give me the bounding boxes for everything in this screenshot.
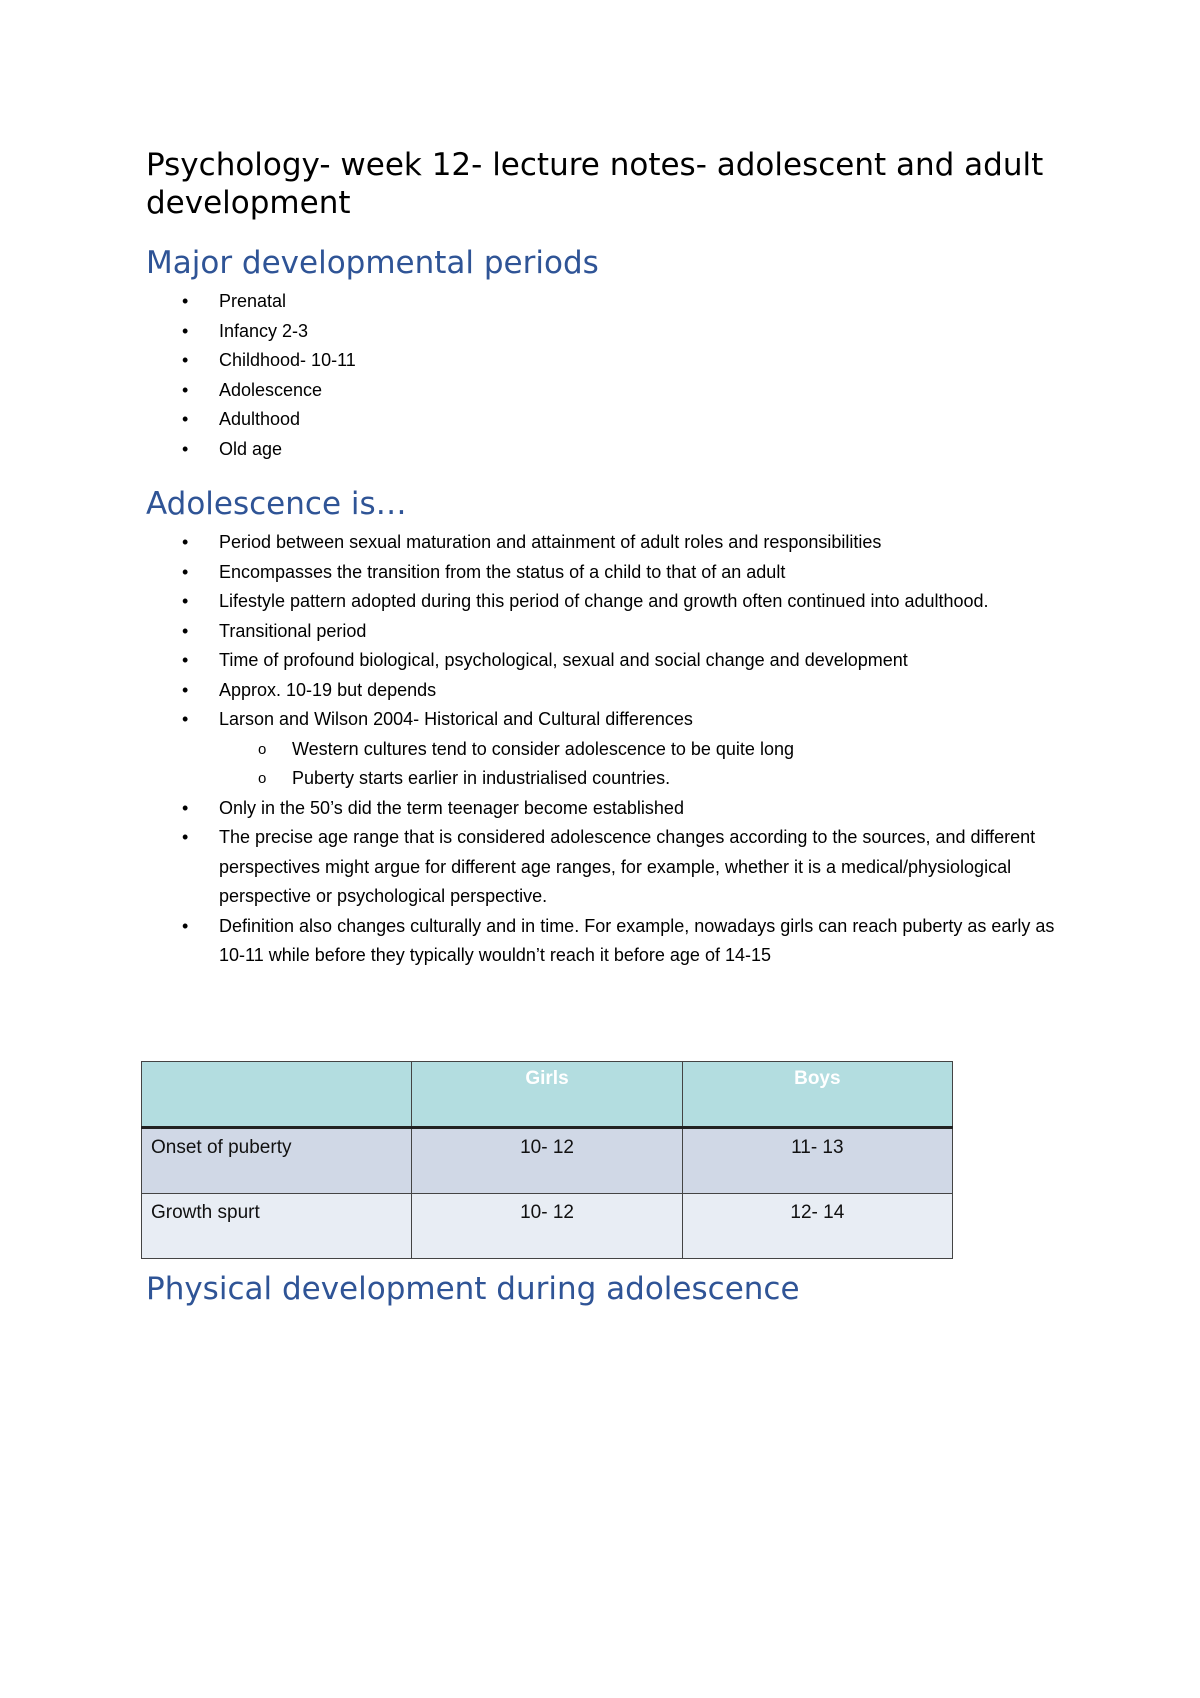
- bullet-icon: •: [182, 409, 189, 429]
- bullet-icon: •: [182, 438, 189, 459]
- bullet-icon: •: [182, 709, 189, 729]
- bullet-icon: •: [182, 650, 189, 670]
- bullet-icon: •: [182, 379, 189, 400]
- bullet-icon: •: [182, 350, 189, 370]
- table-header-cell: Boys: [682, 1062, 952, 1128]
- table-header-row: [142, 1062, 953, 1128]
- table-cell: 12- 14: [682, 1194, 952, 1259]
- list-item: • Transitional period: [0, 617, 1079, 647]
- list-item: • Prenatal: [0, 287, 1079, 317]
- sub-list-item: o Western cultures tend to consider adolescence to be quite long: [0, 735, 1079, 765]
- heading-adolescence-is: Adolescence is…: [146, 486, 407, 522]
- list-item: • Only in the 50’s did the term teenager become established: [0, 794, 1079, 824]
- bullet-icon: •: [182, 797, 189, 818]
- table-header-cell: [142, 1062, 412, 1128]
- bullet-icon: •: [182, 827, 189, 847]
- table-cell: 10- 12: [412, 1194, 682, 1259]
- bullet-icon: •: [182, 291, 189, 311]
- table-cell: 10- 12: [412, 1128, 682, 1194]
- sub-bullet-icon: o: [258, 770, 267, 787]
- list-item: • Larson and Wilson 2004- Historical and Cultural differences: [0, 705, 1079, 735]
- heading-physical-development: Physical development during adolescence: [146, 1271, 800, 1307]
- list-item: • Definition also changes culturally and in time. For example, nowadays girls can reach puberty as early as 10-11 while before they typically wouldn’t reach it before age of 14-15: [0, 912, 1079, 971]
- list-item: • Encompasses the transition from the status of a child to that of an adult: [0, 558, 1079, 588]
- table-cell: Growth spurt: [142, 1194, 412, 1259]
- list-item: • The precise age range that is considered adolescence changes according to the sources, and different perspectives might argue for different age ranges, for example, whether it is a medical/physiological perspective or psychological perspective.: [0, 823, 1079, 912]
- sub-bullet-icon: o: [258, 740, 267, 758]
- sub-list-item: o Puberty starts earlier in industrialised countries.: [0, 764, 1079, 794]
- bullet-icon: •: [182, 591, 189, 611]
- table-row: [142, 1194, 953, 1259]
- list-item: • Infancy 2-3: [0, 317, 1079, 347]
- bullet-icon: •: [182, 679, 189, 700]
- bullet-icon: •: [182, 915, 189, 936]
- bullet-icon: •: [182, 620, 189, 641]
- list-item: • Approx. 10-19 but depends: [0, 676, 1079, 706]
- heading-major-periods: Major developmental periods: [146, 245, 599, 281]
- adolescence-list: [0, 528, 1079, 971]
- table-row: [142, 1128, 953, 1194]
- periods-list: [0, 287, 1079, 464]
- list-item: • Old age: [0, 435, 1079, 465]
- document-title: Psychology- week 12- lecture notes- adolescent and adult development: [146, 147, 1044, 221]
- bullet-icon: •: [182, 320, 189, 341]
- table-cell: Onset of puberty: [142, 1128, 412, 1194]
- list-item: • Childhood- 10-11: [0, 346, 1079, 376]
- table-header-cell: Girls: [412, 1062, 682, 1128]
- list-item: • Lifestyle pattern adopted during this period of change and growth often continued into adulthood.: [0, 587, 1079, 617]
- list-item: • Adolescence: [0, 376, 1079, 406]
- list-item: • Period between sexual maturation and attainment of adult roles and responsibilities: [0, 528, 1079, 558]
- list-item: • Time of profound biological, psychological, sexual and social change and development: [0, 646, 1079, 676]
- table-cell: 11- 13: [682, 1128, 952, 1194]
- puberty-table: [141, 1061, 953, 1259]
- bullet-icon: •: [182, 532, 189, 552]
- bullet-icon: •: [182, 561, 189, 582]
- list-item: • Adulthood: [0, 405, 1079, 435]
